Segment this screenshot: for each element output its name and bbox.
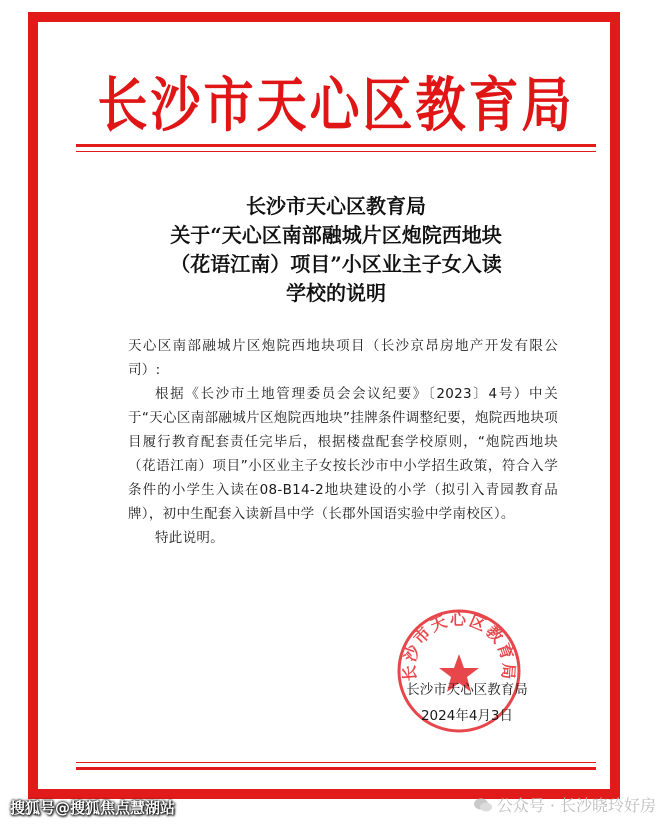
watermark-wechat: [473, 793, 656, 816]
document-title: [0, 192, 672, 308]
letterhead-rule-thin: [76, 151, 596, 152]
svg-text:长沙市天心区教育局: 长沙市天心区教育局: [399, 609, 519, 682]
watermark-wechat-text: 公众号 · 长沙晓玲好房: [496, 796, 656, 815]
document-body: [128, 334, 558, 550]
signature-block: [372, 677, 562, 729]
addressee: 天心区南部融城片区炮院西地块项目（长沙京昂房地产开发有限公司）:: [128, 338, 558, 378]
title-line: 关于“天心区南部融城片区炮院西地块: [170, 223, 502, 247]
signature-org: 长沙市天心区教育局: [406, 682, 528, 698]
title-line: 学校的说明: [286, 281, 386, 305]
closing-text: 特此说明。: [155, 530, 224, 546]
title-line: 长沙市天心区教育局: [246, 194, 426, 218]
letterhead-rule-thick: [76, 144, 596, 147]
title-line: （花语江南）项目”小区业主子女入读: [170, 252, 502, 276]
footer-rule-thick: [76, 767, 596, 770]
wechat-icon: [473, 797, 493, 813]
footer-rule-thin: [76, 762, 596, 763]
watermark-sohu: 搜狐号@搜狐焦点慧湖站: [10, 799, 176, 817]
signature-date: 2024年4月3日: [420, 708, 514, 724]
letterhead-title: 长沙市天心区教育局: [97, 69, 575, 140]
body-paragraph: 根据《长沙市土地管理委员会会议纪要》〔2023〕4号）中关于“天心区南部融城片区炮院西地块”挂牌条件调整纪要，炮院西地块项目履行教育配套责任完毕后，根据楼盘配套学校原则，“炮院西地块（花语江南）项目”小区业主子女按长沙市中小学招生政策，符合入学条件的小学生入读在08-B14-2地块建设的小学（拟引入青园教育品牌），初中生配套入读新昌中学（长郡外国语实验中学南校区）。: [128, 386, 558, 522]
